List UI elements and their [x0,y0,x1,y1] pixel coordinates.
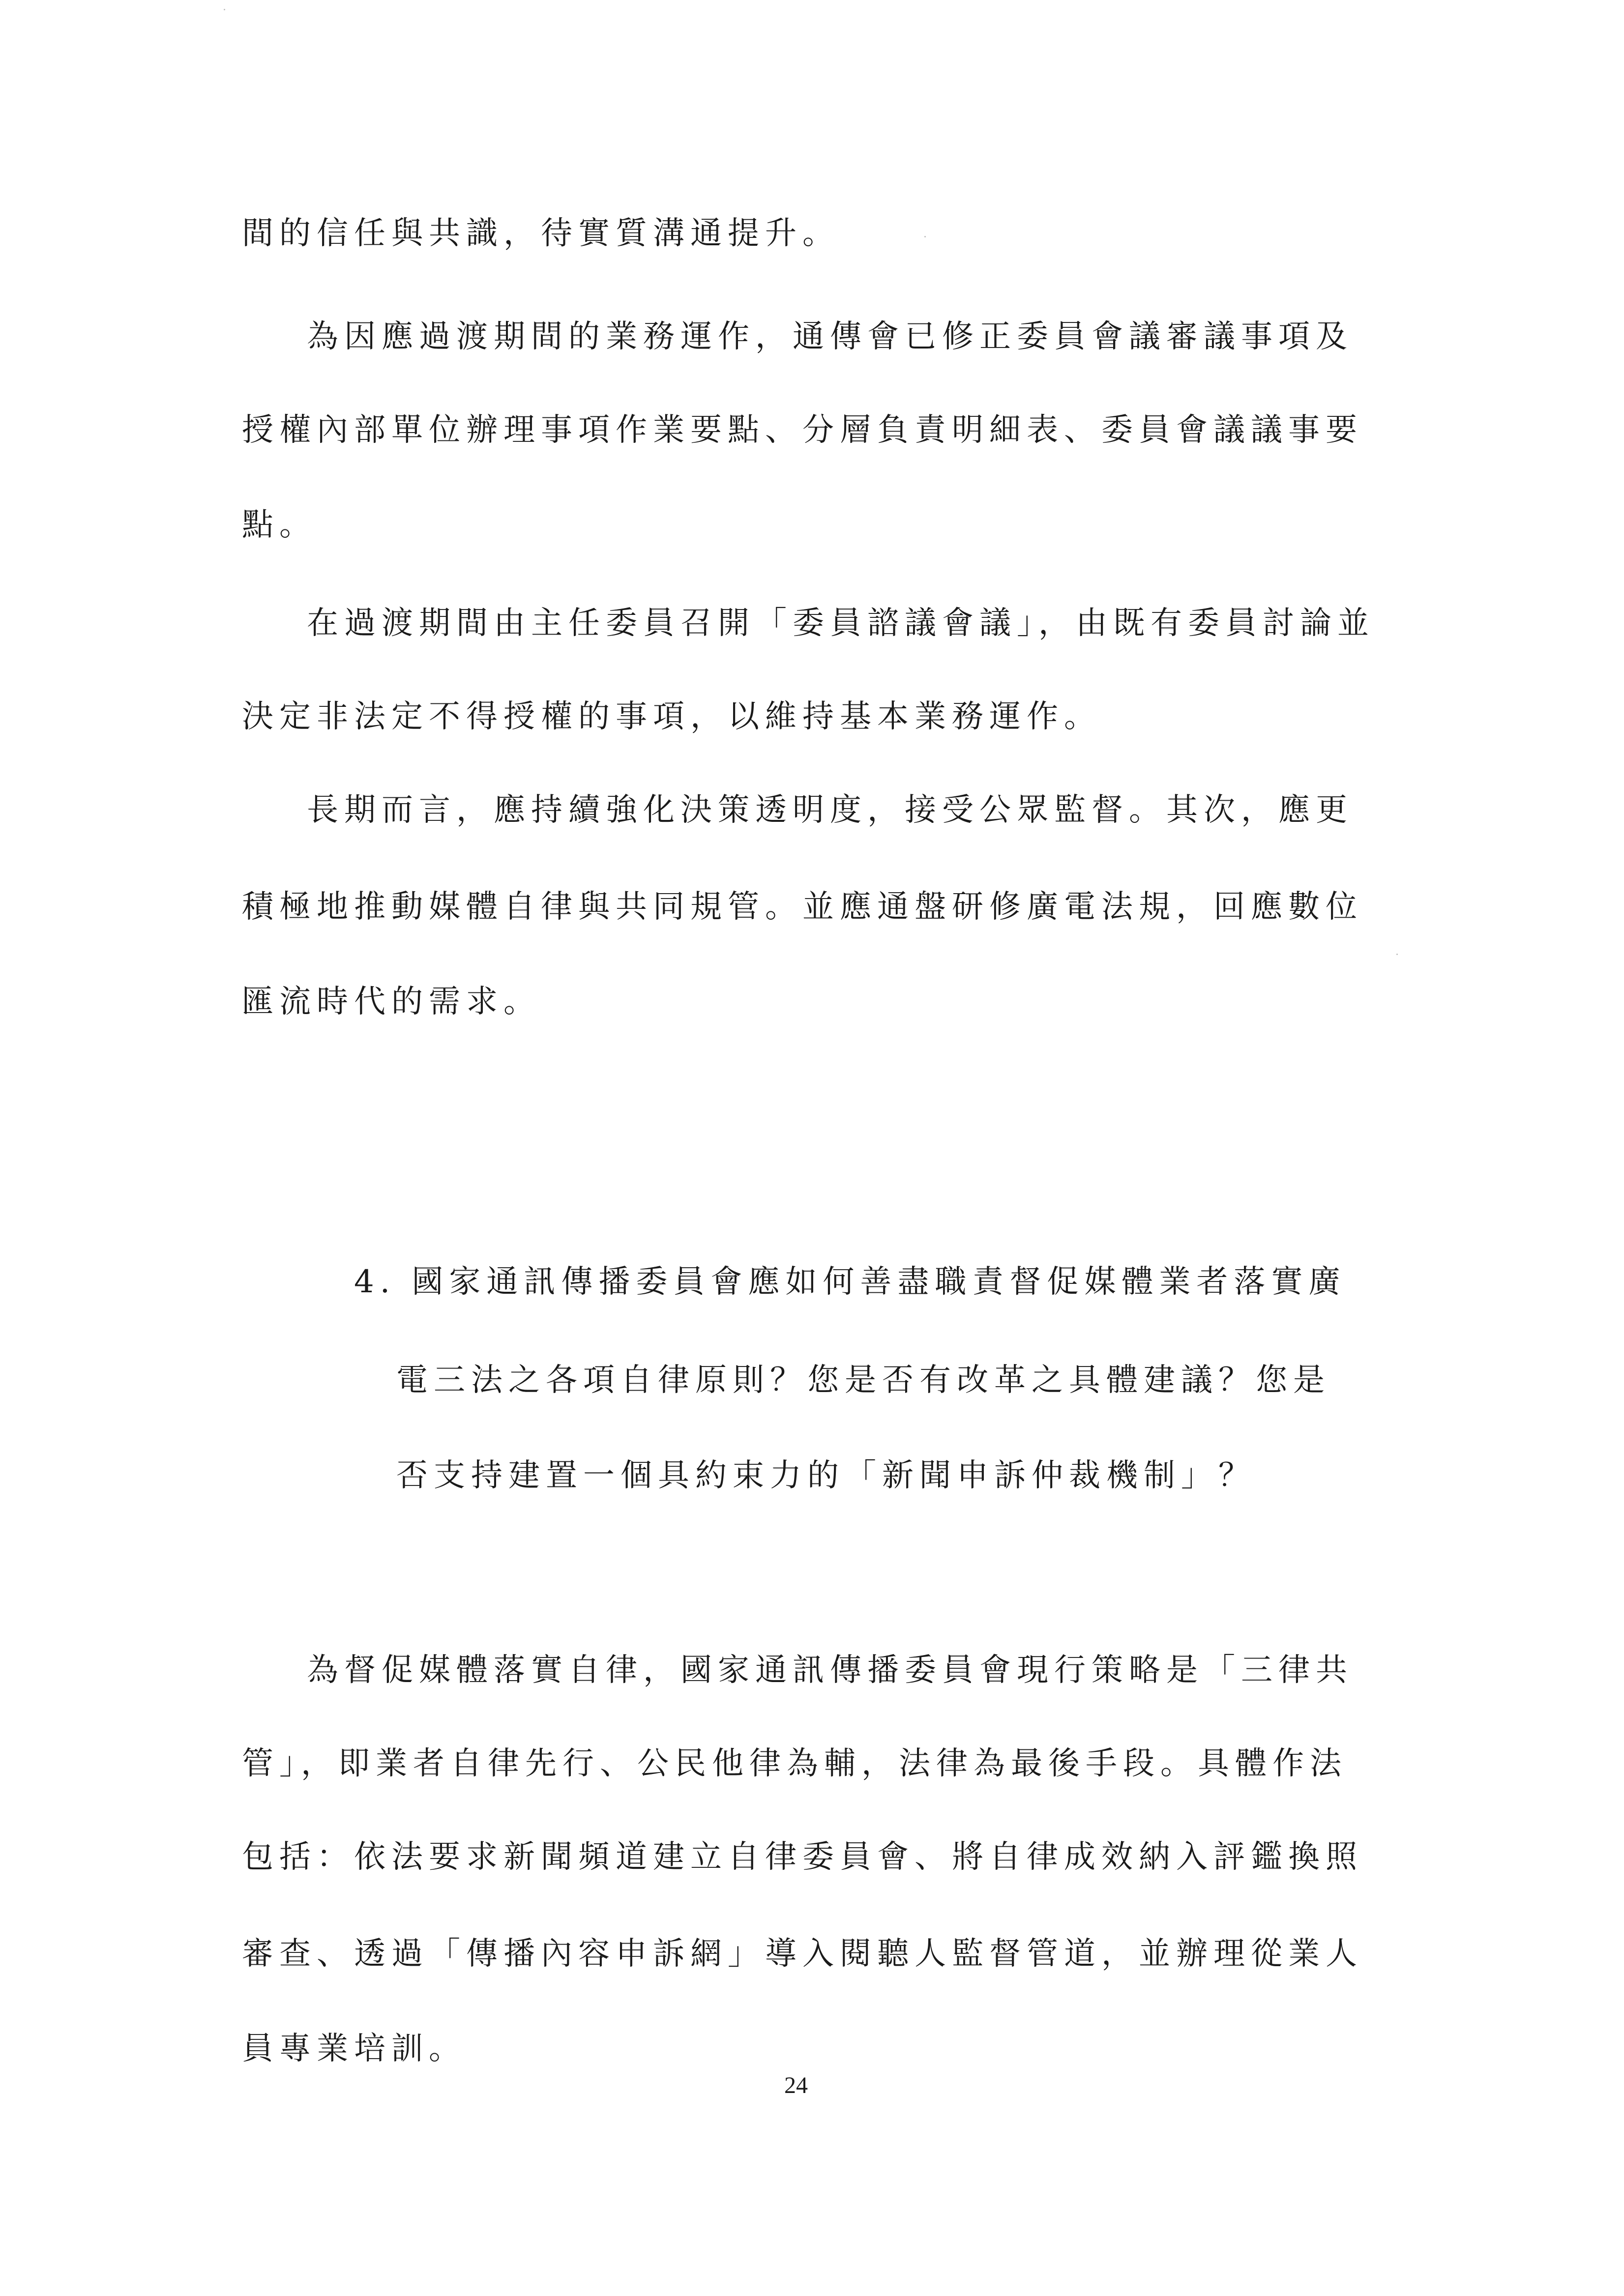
page-number: 24 [784,2072,808,2098]
paragraph-line: 授權內部單位辦理事項作業要點、分層負責明細表、委員會議議事要 [242,412,1363,448]
answer-line: 員專業培訓。 [242,2031,466,2067]
paragraph-line: 點。 [242,507,317,543]
paragraph-line: 為因應過渡期間的業務運作，通傳會已修正委員會議審議事項及 [307,319,1353,355]
scan-speck [924,236,926,237]
answer-line: 審查、透過「傳播內容申訴網」導入閱聽人監督管道，並辦理從業人 [242,1936,1363,1972]
question-heading-line: 電三法之各項自律原則？您是否有改革之具體建議？您是 [396,1362,1330,1398]
paragraph-line: 決定非法定不得授權的事項，以維持基本業務運作。 [242,698,1101,735]
paragraph-line: 在過渡期間由主任委員召開「委員諮議會議」，由既有委員討論並 [307,605,1375,641]
paragraph-line: 匯流時代的需求。 [242,984,541,1020]
scan-speck [1396,954,1398,955]
paragraph-line: 間的信任與共識，待實質溝通提升。 [242,215,840,252]
question-heading-line: 4. 國家通訊傳播委員會應如何善盡職責督促媒體業者落實廣 [354,1264,1346,1300]
question-heading-line: 否支持建置一個具約束力的「新聞申訴仲裁機制」？ [396,1457,1256,1494]
answer-line: 為督促媒體落實自律，國家通訊傳播委員會現行策略是「三律共 [307,1652,1353,1688]
paragraph-line: 積極地推動媒體自律與共同規管。並應通盤研修廣電法規，回應數位 [242,889,1363,925]
answer-line: 包括：依法要求新聞頻道建立自律委員會、將自律成效納入評鑑換照 [242,1839,1363,1875]
paragraph-line: 長期而言，應持續強化決策透明度，接受公眾監督。其次，應更 [307,792,1353,828]
answer-line: 管」，即業者自律先行、公民他律為輔，法律為最後手段。具體作法 [242,1745,1347,1782]
scan-speck [224,9,225,10]
